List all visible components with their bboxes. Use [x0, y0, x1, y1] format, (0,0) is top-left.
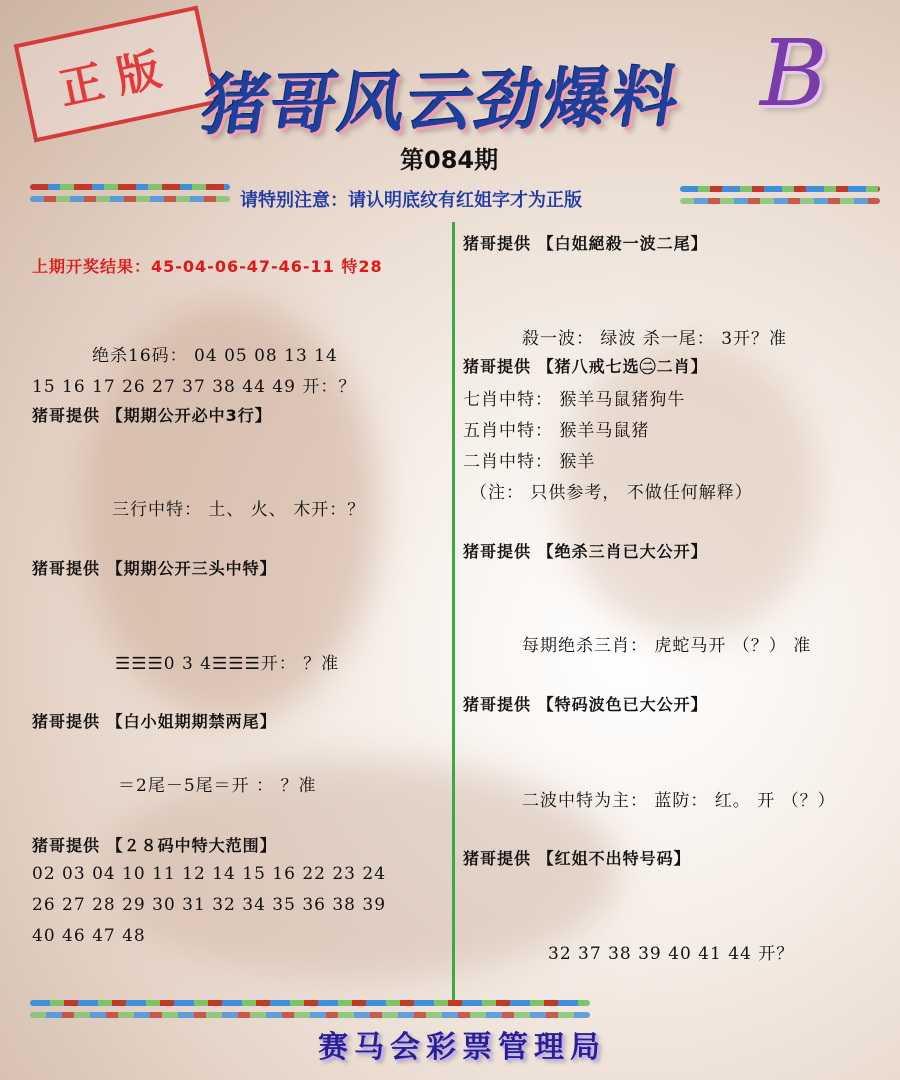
number-range-row: 26 27 28 29 30 31 32 34 35 36 38 39: [32, 895, 387, 915]
two-zodiac: 二肖中特： 猴羊: [463, 452, 596, 472]
section-header: 猪哥提供 【白姐絕殺一波二尾】: [463, 234, 708, 253]
kill-wave-prediction: 殺一波： 绿波 杀一尾： 3开？准: [522, 329, 788, 349]
wave-decoration: [30, 1012, 590, 1018]
section-header: 猪哥提供 【猪八戒七选㊁二肖】: [463, 357, 708, 376]
kill16-numbers: 15 16 17 26 27 37 38 44 49 开：？: [32, 377, 357, 397]
wave-color-prediction: 二波中特为主： 蓝防： 红。 开 （？）: [522, 791, 836, 811]
kill16-title: 绝杀16码： 04 05 08 13 14: [92, 346, 338, 366]
seven-zodiac: 七肖中特： 猴羊马鼠猪狗牛: [463, 390, 686, 410]
section-header: 猪哥提供 【白小姐期期禁两尾】: [32, 712, 277, 731]
wave-decoration: [680, 198, 880, 204]
kill-three-zodiac: 每期绝杀三肖： 虎蛇马开 （？） 准: [522, 636, 812, 656]
number-range-row: 02 03 04 10 11 12 14 15 16 22 23 24: [32, 864, 387, 884]
wave-decoration: [30, 196, 230, 202]
number-range-row: 40 46 47 48: [32, 926, 146, 946]
section-header: 猪哥提供 【期期公开必中3行】: [32, 406, 272, 425]
wave-decoration: [680, 186, 880, 192]
authentic-stamp: 正版: [14, 6, 219, 143]
wave-decoration: [30, 184, 230, 190]
section-header: 猪哥提供 【２８码中特大范围】: [32, 836, 277, 855]
column-divider: [452, 222, 455, 1002]
section-header: 猪哥提供 【红姐不出特号码】: [463, 849, 691, 868]
last-draw-result: 上期开奖结果：45-04-06-47-46-11 特28: [32, 257, 383, 276]
footer-publisher: 赛马会彩票管理局: [318, 1030, 606, 1065]
issue-number: 第084期: [400, 146, 499, 174]
section-header: 猪哥提供 【特码波色已大公开】: [463, 695, 708, 714]
section-header: 猪哥提供 【期期公开三头中特】: [32, 559, 277, 578]
five-zodiac: 五肖中特： 猴羊马鼠猪: [463, 421, 650, 441]
three-head-prediction: ☰☰☰0 3 4☰☰☰开： ？准: [115, 654, 340, 674]
edition-letter: B: [760, 20, 828, 127]
wave-decoration: [30, 1000, 590, 1006]
section-header: 猪哥提供 【绝杀三肖已大公开】: [463, 542, 708, 561]
authenticity-notice: 请特别注意：请认明底纹有红姐字才为正版: [240, 190, 582, 211]
banned-tails-prediction: ＝2尾－5尾＝开 ： ？准: [118, 776, 317, 796]
excluded-numbers: 32 37 38 39 40 41 44 开？: [548, 944, 795, 964]
disclaimer-note: （注： 只供参考， 不做任何解释）: [470, 483, 753, 503]
page-title: 猪哥风云劲爆料: [196, 58, 687, 145]
three-element-prediction: 三行中特： 土、 火、 木开：？: [112, 500, 366, 520]
